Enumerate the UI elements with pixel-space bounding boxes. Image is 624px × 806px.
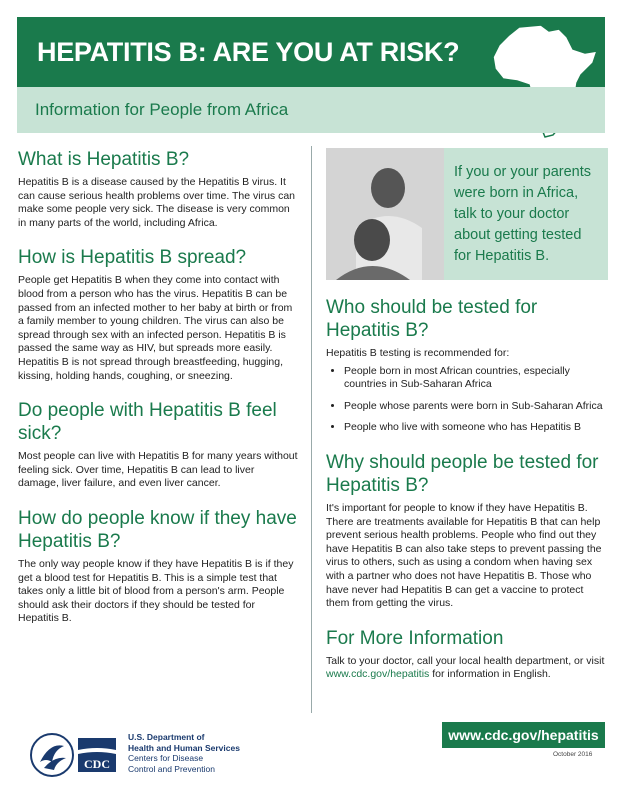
section-heading: Why should people be tested for Hepatitis B?: [326, 451, 599, 496]
section-what-is: [18, 148, 298, 230]
section-heading: For More Information: [326, 627, 504, 649]
cdc-line-2: Control and Prevention: [128, 763, 215, 774]
right-column: [326, 148, 608, 698]
list-item: • People whose parents were born in Sub-Saharan Africa: [344, 400, 608, 414]
section-heading: Who should be tested for Hepatitis B?: [326, 297, 538, 341]
section-body: Hepatitis B is a disease caused by the Hepatitis B virus. It can cause serious health problems over time. The virus can make some people very sick. The disease is very common in many parts of the world, including Africa.: [18, 176, 296, 229]
tested-list: [326, 365, 608, 435]
hhs-cdc-logo: [30, 728, 120, 782]
page-subtitle: Information for People from Africa: [35, 100, 289, 119]
section-body: People get Hepatitis B when they come into contact with blood from a person who has the virus. Hepatitis B can be passed from an infected mother to her baby at birth or from a family member to young children. The virus can also be spread through sex with an infected person. Hepatitis B is passed the same way as HIV, but spreads more easily. Hepatitis B is not spread through breastfeeding, hugging, kissing, holding hands, coughing, or sneezing.: [18, 274, 293, 382]
hhs-line-2: Health and Human Services: [128, 742, 240, 753]
hhs-eagle-icon: [31, 734, 73, 776]
section-more-info: [326, 627, 608, 682]
callout-text: If you or your parents were born in Africa, talk to your doctor about getting tested for Hepatitis B.: [454, 164, 592, 264]
family-photo-illustration: [326, 148, 444, 280]
column-divider: [311, 146, 312, 713]
publication-date: October 2016: [553, 751, 593, 758]
left-column: [18, 148, 298, 642]
family-photo: [326, 148, 444, 280]
cdc-logo-text: CDC: [84, 757, 110, 771]
footer: [0, 720, 624, 806]
section-intro: Hepatitis B testing is recommended for:: [326, 347, 510, 359]
section-heading: Do people with Hepatitis B feel sick?: [18, 400, 277, 445]
cdc-logo-icon: [78, 738, 116, 772]
section-how-know: [18, 507, 298, 626]
section-heading: What is Hepatitis B?: [18, 149, 190, 170]
section-body: [326, 655, 608, 682]
cdc-hepatitis-link[interactable]: www.cdc.gov/hepatitis: [326, 668, 430, 681]
more-info-text-end: for information in English.: [429, 668, 551, 681]
list-item: • People born in most African countries, especially countries in Sub-Saharan Africa: [344, 365, 608, 392]
section-why-tested: [326, 451, 608, 611]
section-who-tested: [326, 296, 608, 435]
cdc-line-1: Centers for Disease: [128, 753, 204, 763]
agency-names: [128, 732, 240, 774]
page-title: HEPATITIS B: ARE YOU AT RISK?: [37, 37, 460, 67]
section-heading: How do people know if they have Hepatitis B?: [18, 507, 297, 552]
section-how-spread: [18, 246, 298, 383]
hhs-line-1: U.S. Department of: [128, 732, 205, 742]
section-body: The only way people know if they have Hepatitis B is if they get a blood test for Hepatitis B. This is a simple test that takes only a little bit of blood from a person's arm. People should ask their doctors if they should be tested for Hepatitis B.: [18, 557, 294, 625]
more-info-text: Talk to your doctor, call your local health department, or visit: [326, 654, 605, 667]
section-body: Most people can live with Hepatitis B for many years without feeling sick. Over time, Hepatitis B can lead to liver damage, liver failure, and even liver cancer.: [18, 450, 298, 490]
callout-box: [444, 148, 608, 280]
subtitle-banner: [17, 87, 605, 133]
list-item: • People who live with someone who has Hepatitis B: [344, 421, 608, 435]
title-banner: [17, 17, 605, 87]
photo-callout-box: [326, 148, 608, 280]
section-body: It's important for people to know if they have Hepatitis B. There are treatments available for Hepatitis B that can help prevent serious health problems. People who find out they have Hepatitis B can also take steps to prevent passing the virus to others, such as using a condom when having sex with a partner who does not have Hepatitis B. Those who have never had Hepatitis B can get a vaccine to protect them from getting the virus.: [326, 501, 602, 610]
section-feel-sick: [18, 399, 298, 491]
section-heading: How is Hepatitis B spread?: [18, 247, 247, 269]
footer-url-badge[interactable]: www.cdc.gov/hepatitis: [442, 722, 605, 748]
